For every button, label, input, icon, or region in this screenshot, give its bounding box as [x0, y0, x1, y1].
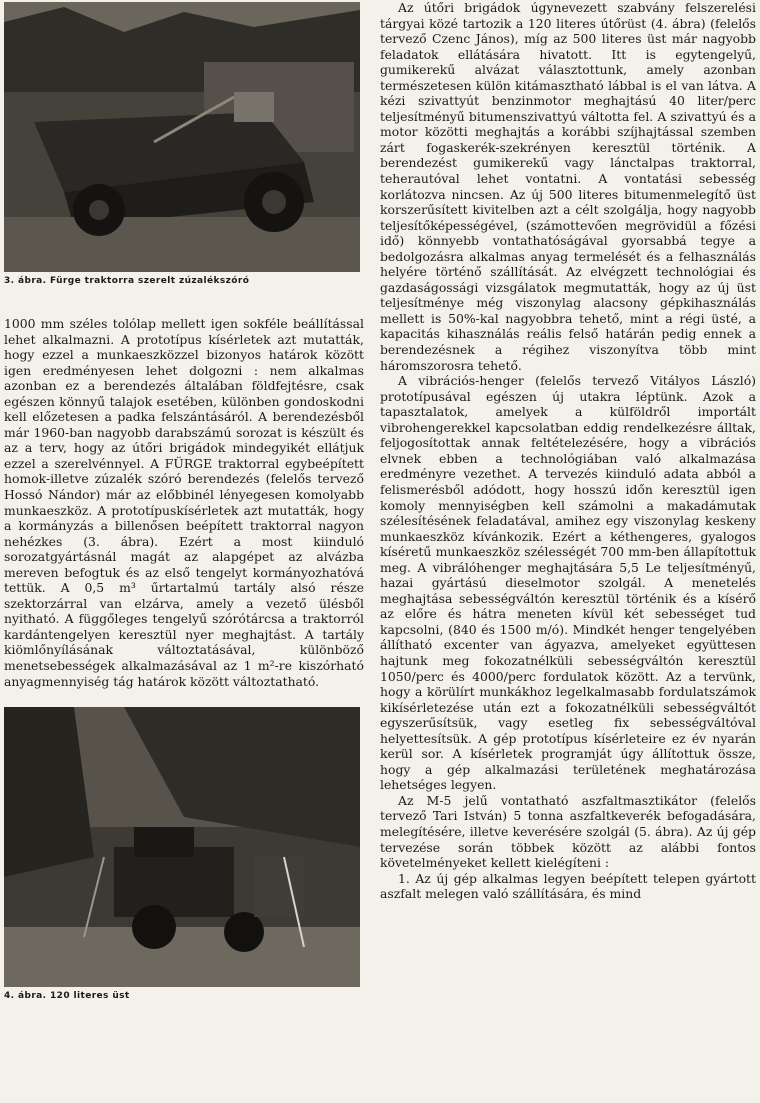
right-paragraph-3: Az M-5 jelű vontatható aszfaltmasztikátor (felelős tervező Tari István) 5 tonna aszfaltkeverék befogadására, melegítésére, illetve keverésére szolgál (5. ábra). Az új gép tervezése során többek között az alábbi fontos követelményeket kellett kielégíteni : [380, 792, 756, 871]
figure-4-photo [4, 707, 360, 987]
figure-4-caption [4, 991, 364, 1001]
left-paragraph-1: 1000 mm széles tolólap mellett igen sokféle beállítással lehet alkalmazni. A prototípus kísérletek azt mutatták, hogy ezzel a munkaeszközzel bizonyos határok között igen eredményesen lehet dolgozni : nem alkalmas azonban ez a berendezés általában földfejtésre, csak egészen könnyű talajok esetében, különben gondoskodni kell előzetesen a padka felszántásáról. A berendezésből már 1960-ban nagyobb darabszámú sorozat is készült és az a terv, hogy az útőri brigádok mindegyikét ellátjuk ezzel a szerelvénnyel. A FÜRGE traktorral egybeépített homok-illetve zúzalék szóró berendezés (felelős tervező Hossó Nándor) már az előbbinél lényegesen komolyabb munkaeszköz. A prototípuskísérletek azt mutatták, hogy a kormányzás a billenősen beépített traktorral nagyon nehézkes (3. ábra). Ezért a most kiinduló sorozatgyártásnál magát az alapgépet az alvázba mereven befogtuk és az első tengelyt kormányozhatóvá tettük. A 0,5 m³ űrtartalmú tartály alsó része szektorzárral van elzárva, amely a vezető ülésből nyitható. A függőleges tengelyű szórótárcsa a traktorról kardántengelyen keresztül nyer meghajtást. A tartály kiömlőnyílásának változtatásával, különböző menetsebességek alkalmazásával az 1 m²-re kiszórható anyagmennyiség tág határok között változtatható. [4, 316, 364, 689]
right-paragraph-2: A vibrációs-henger (felelős tervező Vitályos László) prototípusával egészen új utakra léptünk. Azok a tapasztalatok, amelyek a külföldről importált vibrohengerekkel kapcsolatban eddig rendelkezésre álltak, feljogosítottak annak feltételezésére, hogy a vibrációs elvnek ebben a technológiában való alkalmazása eredményre vezethet. A tervezés kiinduló adata abból a felismerésből adódott, hogy hosszú időn keresztül igen komoly mennyiségben kell számolni a makadámutak szélesítésének feladatával, amihez egy viszonylag keskeny munkaeszköz kívánkozik. Ezért a kéthengeres, gyalogos kíséretű munkaeszköz szélességét 700 mm-ben állapítottuk meg. A vibrálóhenger meghajtására 5,5 Le teljesítményű, hazai gyártású dieselmotor szolgál. A menetelés meghajtása sebességváltón keresztül történik és a kísérő az előre és hátra meneten kívül két sebességet tud kapcsolni, (840 és 1500 m/ó). Mindkét henger tengelyében állítható excenter van ágyazva, amelyeket együttesen hajtunk meg fokozatnélküli sebességváltón keresztül 1050/perc és 4000/perc fordulatok között. Az a tervünk, hogy a körülírt munkákhoz legelkalmasabb fordulatszámok kikísérletezése után ezt a fokozatnélküli sebességváltót egyszerűsítsük, vagy esetleg fix sebességváltóval helyettesítsük. A gép prototípus kísérleteire ez év nyarán kerül sor. A kísérletek programját úgy állítottuk össze, hogy a gép alkalmazási területének meghatározása lehetséges legyen. [380, 373, 756, 793]
tractor-spreader-image [4, 2, 360, 272]
left-column [4, 0, 364, 1001]
right-column [380, 0, 756, 902]
figure-4-caption-text: 120 literes üst [50, 991, 130, 1002]
figure-4-caption-number: 4. ábra. [4, 991, 47, 1002]
kettle-truck-image [4, 707, 360, 987]
figure-3-caption [4, 276, 364, 286]
right-paragraph-1: Az útőri brigádok úgynevezett szabvány felszerelési tárgyai közé tartozik a 120 literes útőrüst (4. ábra) (felelős tervező Czenc János), míg az 500 literes üst már nagyobb feladatok ellátására hivatott. Itt is egytengelyű, gumikerekű alvázat választottunk, amely azonban természetesen külön kitámasztható lábbal is el van látva. A kézi szivattyút benzinmotor meghajtású 40 liter/perc teljesítményű bitumenszivattyú váltotta fel. A szivattyú és a motor közötti meghajtás a korábbi szíjhajtással szemben zárt fogaskerék-szekrényen keresztül történik. A berendezést gumikerekű vagy lánctalpas traktorral, teherautóval lehet vontatni. A vontatási sebesség korlátozva nincsen. Az új 500 literes bitumenmelegítő üst korszerűsített kivitelben azt a célt szolgálja, hogy nagyobb teljesítőképességével, (számottevően megrövidül a főzési idő) könnyebb vontathatóságával gyorsabbá tegye a bedolgozásra alkalmas anyag termelését és a felhasználás helyére történő szállítását. Az elvégzett technológiai és gazdaságossági vizsgálatok megmutatták, hogy az új üst teljesítménye még viszonylag alacsony gépkihasználás mellett is 50%-kal nagyobbra tehető, mint a régi üsté, a kapacitás kihasználás reális felső határán pedig ennek a berendezésnek a régihez viszonyítva több mint háromszorosra tehető. [380, 0, 756, 373]
figure-3-caption-number: 3. ábra. [4, 276, 47, 286]
right-paragraph-4: 1. Az új gép alkalmas legyen beépített telepen gyártott aszfalt melegen való szállítására, és mind [380, 870, 756, 902]
figure-3-caption-text: Fürge traktorra szerelt zúzalékszóró [50, 276, 250, 286]
figure-3-photo [4, 2, 360, 272]
